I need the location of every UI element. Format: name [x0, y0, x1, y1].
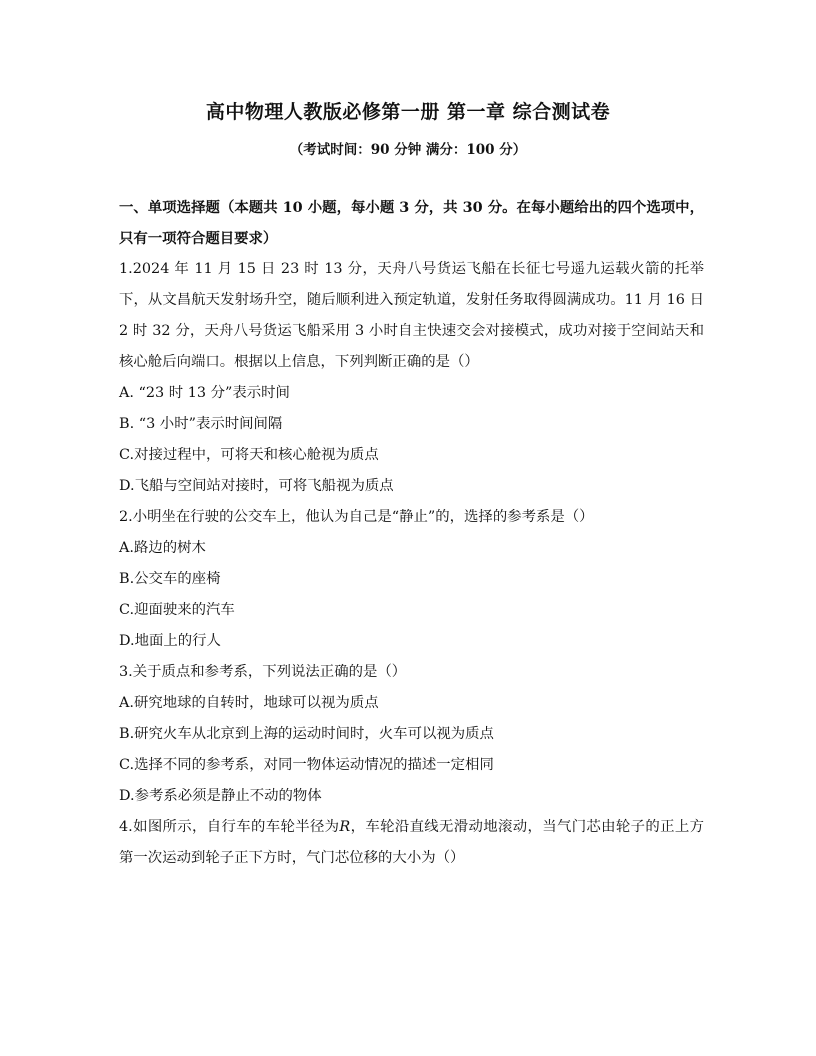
option-b: B.研究火车从北京到上海的运动时间时，火车可以视为质点 — [119, 726, 494, 742]
option-a: A. “23 时 13 分”表示时间 — [119, 385, 290, 401]
option-c: C.迎面驶来的汽车 — [119, 602, 235, 618]
option-b: B. “3 小时”表示时间间隔 — [119, 416, 283, 432]
page-title: 高中物理人教版必修第一册 第一章 综合测试卷 — [205, 101, 611, 123]
section-heading: 一、单项选择题（本题共 10 小题，每小题 3 分，共 30 分。在每小题给出的四个选项中，只有一项符合题目要求） — [119, 199, 704, 247]
question-stem: 3.关于质点和参考系，下列说法正确的是（） — [119, 664, 407, 680]
page-subtitle: （考试时间：90 分钟 满分：100 分） — [289, 142, 527, 158]
question-stem: 2.小明坐在行驶的公交车上，他认为自己是“静止”的，选择的参考系是（） — [119, 509, 594, 525]
option-b: B.公交车的座椅 — [119, 571, 221, 587]
stem-part: 4.如图所示，自行车的车轮半径为 — [119, 819, 340, 835]
question-2 — [119, 502, 704, 657]
option-c: C.对接过程中，可将天和核心舱视为质点 — [119, 447, 379, 463]
question-1 — [119, 254, 704, 502]
question-stem: 1.2024 年 11 月 15 日 23 时 13 分，天舟八号货运飞船在长征七号遥九运载火箭的托举下，从文昌航天发射场升空，随后顺利进入预定轨道，发射任务取得圆满成功。11 月 16 日 2 时 32 分，天舟八号货运飞船采用 3 小时自主快速交会对接模式，成功对接于空间站天和核心舱后向端口。根据以上信息，下列判断正确的是（） — [119, 261, 704, 370]
option-d: D.参考系必须是静止不动的物体 — [119, 788, 322, 804]
question-4 — [119, 812, 704, 874]
option-d: D.地面上的行人 — [119, 633, 221, 649]
question-stem — [119, 812, 704, 874]
option-a: A.研究地球的自转时，地球可以视为质点 — [119, 695, 379, 711]
option-d: D.飞船与空间站对接时，可将飞船视为质点 — [119, 478, 394, 494]
radius-variable: R — [339, 819, 351, 835]
question-3 — [119, 657, 704, 812]
option-a: A.路边的树木 — [119, 540, 206, 556]
stem-part: ，车轮沿直线无滑动地滚动，当气门芯由轮子的正上方第一次运动到轮子正下方时，气门芯位移的大小为（） — [119, 819, 704, 866]
option-c: C.选择不同的参考系，对同一物体运动情况的描述一定相同 — [119, 757, 494, 773]
document-body — [119, 192, 704, 874]
